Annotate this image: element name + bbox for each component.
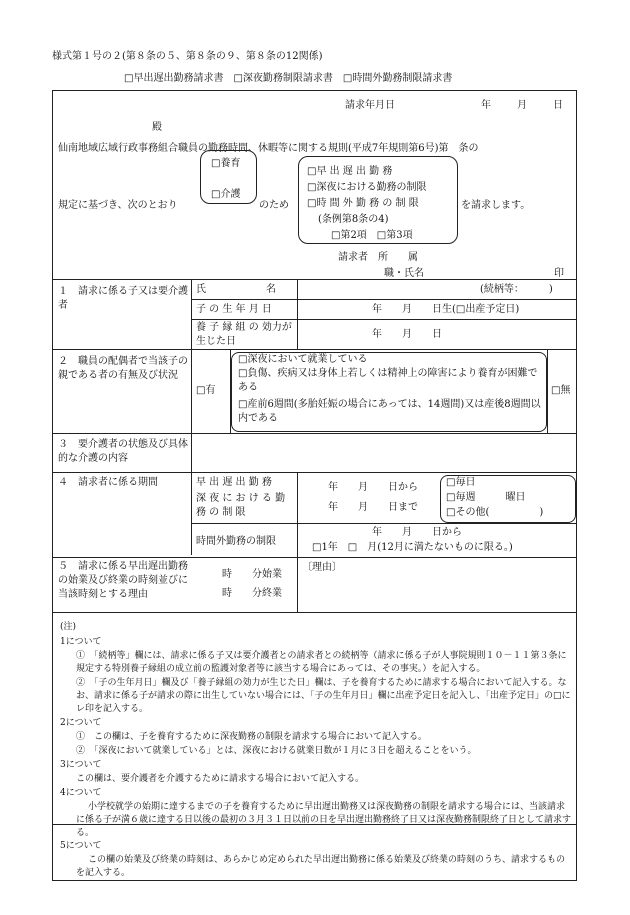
s4-ot-period[interactable]: □1年 □ 月(12月に満たないものに限る。) <box>312 542 513 553</box>
notes-h4: 4について <box>60 788 102 798</box>
s5-reason[interactable]: 〔理由〕 <box>302 562 342 573</box>
s2-opt-childbirth[interactable]: □産前6週間(多胎妊娠の場合にあっては、14週間)又は産後8週間以内である <box>238 399 541 424</box>
care-nursing-option[interactable]: □介護 <box>211 189 241 200</box>
s2-opt-night[interactable]: □深夜において就業している <box>238 354 368 365</box>
notes-h5: 5について <box>60 841 102 851</box>
note-2-2: ② 「深夜において就業している」とは、深夜における就業日数が１月に３日を超えることをいう。 <box>76 746 477 756</box>
s1-adopt-value[interactable]: 年 月 日 <box>372 329 442 340</box>
s4-to[interactable]: 年 月 日まで <box>328 502 418 513</box>
s2-opt-illness[interactable]: □負傷、疾病又は身体上若しくは精神上の障害により養育が困難である <box>238 368 538 393</box>
s4-other[interactable]: □その他( ) <box>446 507 544 518</box>
s5-start[interactable]: 時 分始業 <box>222 569 282 580</box>
form-titles: □早出遅出勤務請求書 □深夜勤務制限請求書 □時間外勤務制限請求書 <box>124 73 453 84</box>
notes-head: (注) <box>60 622 77 632</box>
s1-name-label: 氏 名 <box>196 284 276 295</box>
basis-text: 規定に基づき、次のとおり <box>58 200 178 211</box>
name-label: 職・氏名 <box>384 268 424 279</box>
care-child-option[interactable]: □養育 <box>211 158 241 169</box>
notes-h1: 1について <box>60 637 102 647</box>
s4-early-late: 早 出 遅 出 勤 務 <box>196 477 272 488</box>
day-label: 日 <box>553 100 563 111</box>
s4-ot-from[interactable]: 年 月 日から <box>372 527 462 538</box>
s4-weekly[interactable]: □毎週 曜日 <box>446 492 526 503</box>
regulation-text: 仙南地域広域行政事務組合職員の勤務時間、休暇等に関する規則(平成7年規則第6号)第 条の <box>58 143 479 154</box>
note-5: この欄の始業及び終業の時刻は、あらかじめ定められた早出遅出勤務に係る始業及び終業の時刻のうち、請求するものを記入する。 <box>76 855 566 878</box>
s5-end[interactable]: 時 分終業 <box>222 588 282 599</box>
s4-daily[interactable]: □毎日 <box>446 477 476 488</box>
note-4: 小学校就学の始期に達するまでの子を養育するために早出遅出勤務又は深夜勤務の制限を請求する場合には、当該請求に係る子が満６歳に達する日以後の最初の３月３１日以前の日を早出遅出勤務終了日又は深夜勤務制限終了日として請求する。 <box>76 802 572 838</box>
note-3: この欄は、要介護者を介護するために請求する場合において記入する。 <box>76 774 365 784</box>
note-1-1: ① 「続柄等」欄には、請求に係る子又は要介護者との請求者との続柄等（請求に係る子が人事院規則１０－１１第３条に規定する特別養子縁組の成立前の監護対象者等に該当する場合にあっては、その事実。）を記入する。 <box>76 651 567 674</box>
s2-title: ２ 職員の配偶者で当該子の親である者の有無及び状況 <box>58 356 188 381</box>
note-1-2: ② 「子の生年月日」欄及び「養子縁組の効力が生じた日」欄は、子を養育するために請求する場合において記入する。なお、請求に係る子が請求の際に出生していない場合には、「子の生年月日」欄に出産予定日を記入し、「出産予定日」の□にレ印を記入する。 <box>76 678 571 714</box>
s4-from[interactable]: 年 月 日から <box>328 482 418 493</box>
s4-overtime: 時間外勤務の制限 <box>196 536 276 547</box>
s1-title: １ 請求に係る子又は要介護者 <box>58 286 188 311</box>
req-night[interactable]: □深夜における勤務の制限 <box>307 182 427 193</box>
s2-yes[interactable]: □有 <box>196 385 216 396</box>
s3-title: ３ 要介護者の状態及び具体的な介護の内容 <box>58 439 188 464</box>
requester-label: 請求者 所 属 <box>338 252 418 263</box>
s1-birth-value[interactable]: 年 月 日生(□出産予定日) <box>372 304 520 315</box>
req-early-late[interactable]: □早 出 遅 出 勤 務 <box>307 166 393 177</box>
addressee: 殿 <box>152 122 162 133</box>
year-label: 年 <box>481 100 491 111</box>
s1-adopt-label: 養 子 縁 組 の 効力が生じた日 <box>196 322 292 347</box>
request-verb: を請求します。 <box>461 200 531 211</box>
date-label: 請求年月日 <box>345 100 395 111</box>
note-2-1: ① この欄は、子を養育するために深夜勤務の制限を請求する場合において記入する。 <box>76 732 428 742</box>
for-text: のため <box>259 200 289 211</box>
req-note: (条例第8条の4) <box>318 214 389 225</box>
s1-birth-label: 子 の 生 年 月 日 <box>196 304 272 315</box>
s4-title: ４ 請求者に係る期間 <box>58 477 158 488</box>
s4-night: 深 夜 に お け る 勤 務 の 制 限 <box>196 493 286 518</box>
notes-h2: 2について <box>60 718 102 728</box>
seal-mark: 印 <box>554 268 564 279</box>
form-number: 様式第１号の２(第８条の５、第８条の９、第８条の12関係) <box>52 51 323 62</box>
s5-title: ５ 請求に係る早出遅出勤務の始業及び終業の時刻並びに当該時刻とする理由 <box>58 561 188 600</box>
req-overtime[interactable]: □時 間 外 勤 務 の 制 限 <box>307 198 419 209</box>
req-clause[interactable]: □第2項 □第3項 <box>331 230 413 241</box>
month-label: 月 <box>517 100 527 111</box>
notes-h3: 3について <box>60 760 102 770</box>
s1-relation[interactable]: (続柄等： ) <box>480 284 553 295</box>
s2-no[interactable]: □無 <box>551 385 571 396</box>
